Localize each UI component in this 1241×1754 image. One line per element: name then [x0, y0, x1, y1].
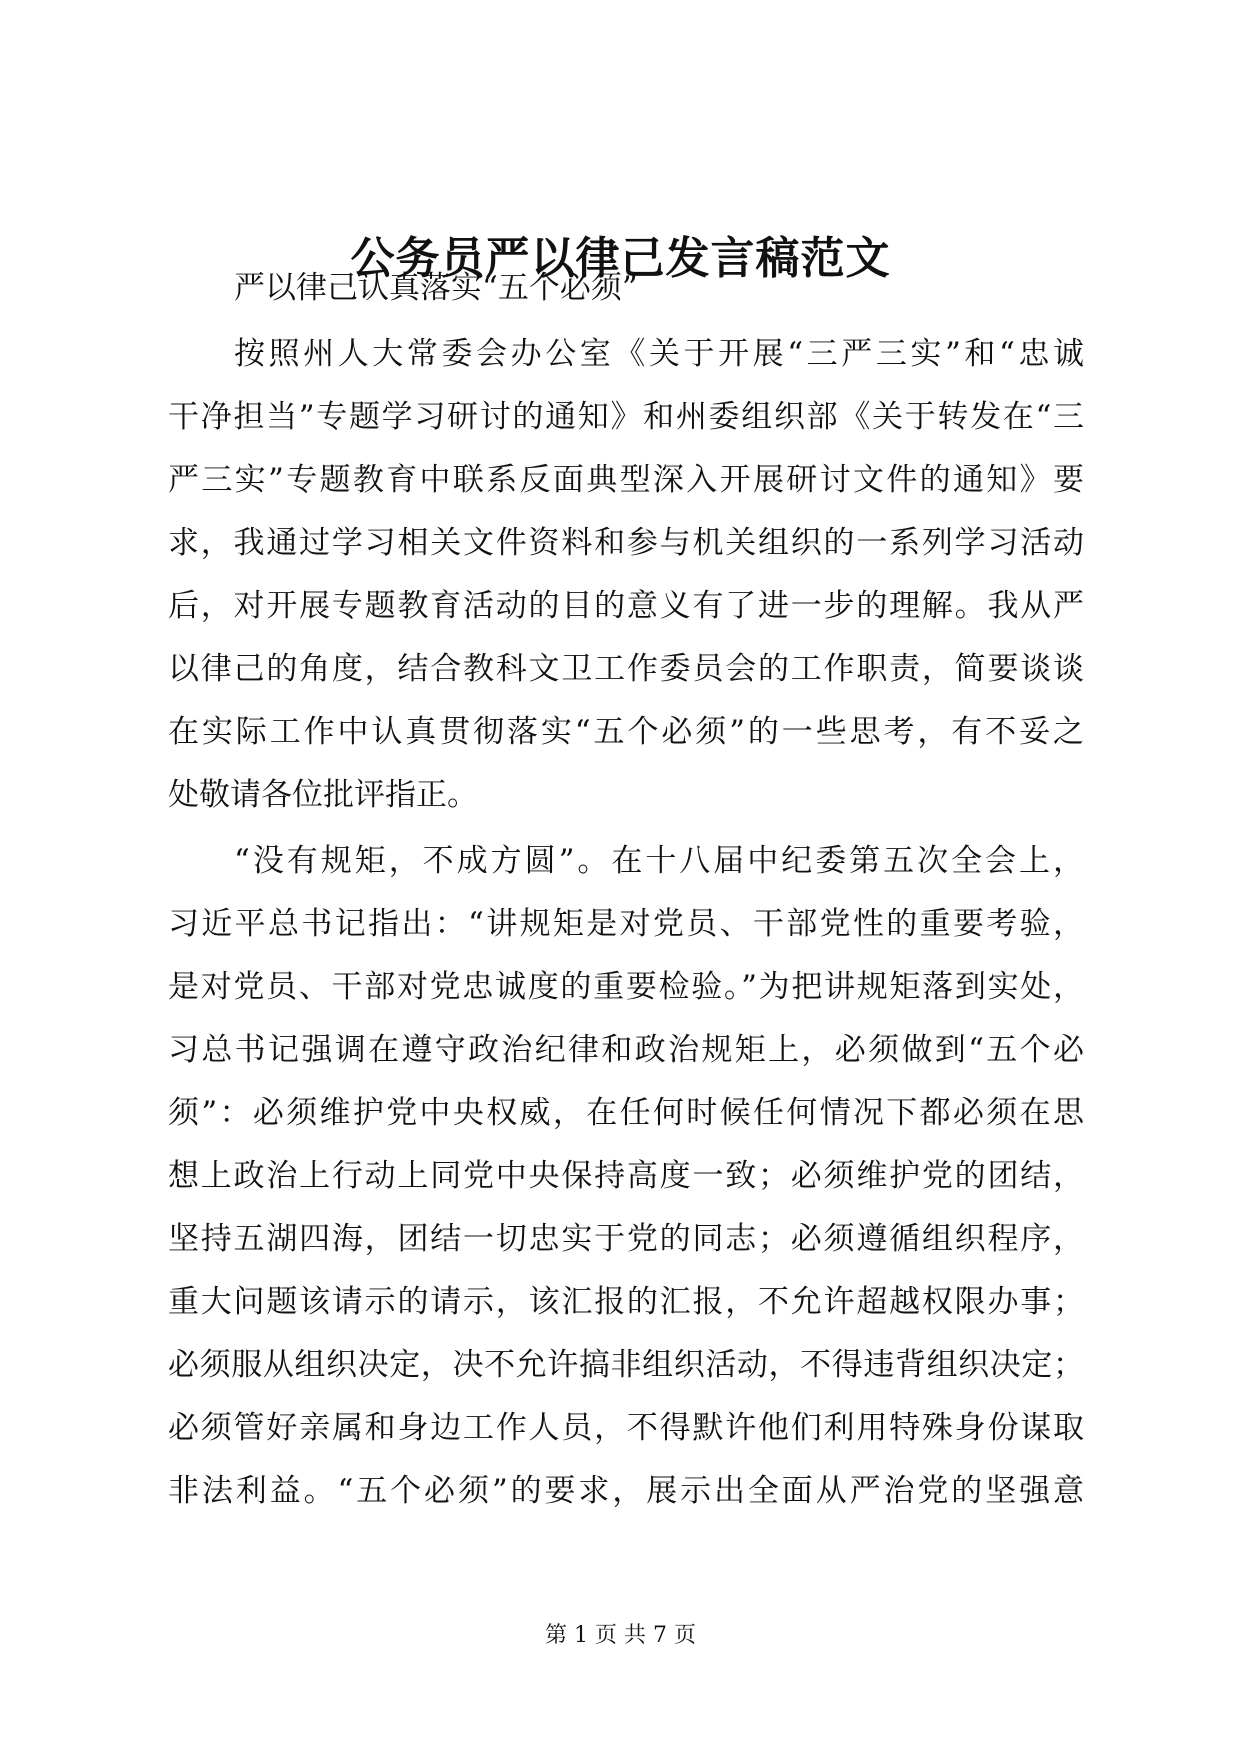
paragraph-line: 习近平总书记指出：“讲规矩是对党员、干部党性的重要考验， [168, 906, 1084, 942]
paragraph-line: 干净担当”专题学习研讨的通知》和州委组织部《关于转发在“三 [168, 399, 1084, 435]
paragraph-line: 必须服从组织决定，决不允许搞非组织活动，不得违背组织决定； [168, 1347, 1084, 1383]
paragraph-line: 处敬请各位批评指正。 [168, 777, 478, 813]
paragraph-line: 坚持五湖四海，团结一切忠实于党的同志；必须遵循组织程序， [168, 1221, 1084, 1257]
document-title: 公务员严以律己发言稿范文 [350, 233, 891, 284]
paragraph-line: 必须管好亲属和身边工作人员，不得默许他们利用特殊身份谋取 [168, 1410, 1084, 1446]
paragraph-line: 在实际工作中认真贯彻落实“五个必须”的一些思考，有不妥之 [168, 714, 1084, 750]
paragraph-line: 按照州人大常委会办公室《关于开展“三严三实”和“忠诚 [234, 336, 1084, 372]
paragraph-line: 须”：必须维护党中央权威，在任何时候任何情况下都必须在思 [168, 1095, 1084, 1131]
paragraph-line: 严三实”专题教育中联系反面典型深入开展研讨文件的通知》要 [168, 462, 1084, 498]
paragraph-line: 习总书记强调在遵守政治纪律和政治规矩上，必须做到“五个必 [168, 1032, 1084, 1068]
paragraph-line: 后，对开展专题教育活动的目的意义有了进一步的理解。我从严 [168, 588, 1084, 624]
paragraph-line: 非法利益。“五个必须”的要求，展示出全面从严治党的坚强意 [168, 1473, 1084, 1509]
subtitle: 严以律己认真落实“五个必须” [234, 270, 638, 306]
paragraph-line: 求，我通过学习相关文件资料和参与机关组织的一系列学习活动 [168, 525, 1084, 561]
paragraph-line: 是对党员、干部对党忠诚度的重要检验。”为把讲规矩落到实处， [168, 969, 1084, 1005]
paragraph-line: 重大问题该请示的请示，该汇报的汇报，不允许超越权限办事； [168, 1284, 1084, 1320]
paragraph-line: 想上政治上行动上同党中央保持高度一致；必须维护党的团结， [168, 1158, 1084, 1194]
paragraph-line: 以律己的角度，结合教科文卫工作委员会的工作职责，简要谈谈 [168, 651, 1084, 687]
paragraph-line: “没有规矩，不成方圆”。在十八届中纪委第五次全会上， [234, 843, 1084, 879]
page-number: 第 1 页 共 7 页 [545, 1623, 696, 1648]
